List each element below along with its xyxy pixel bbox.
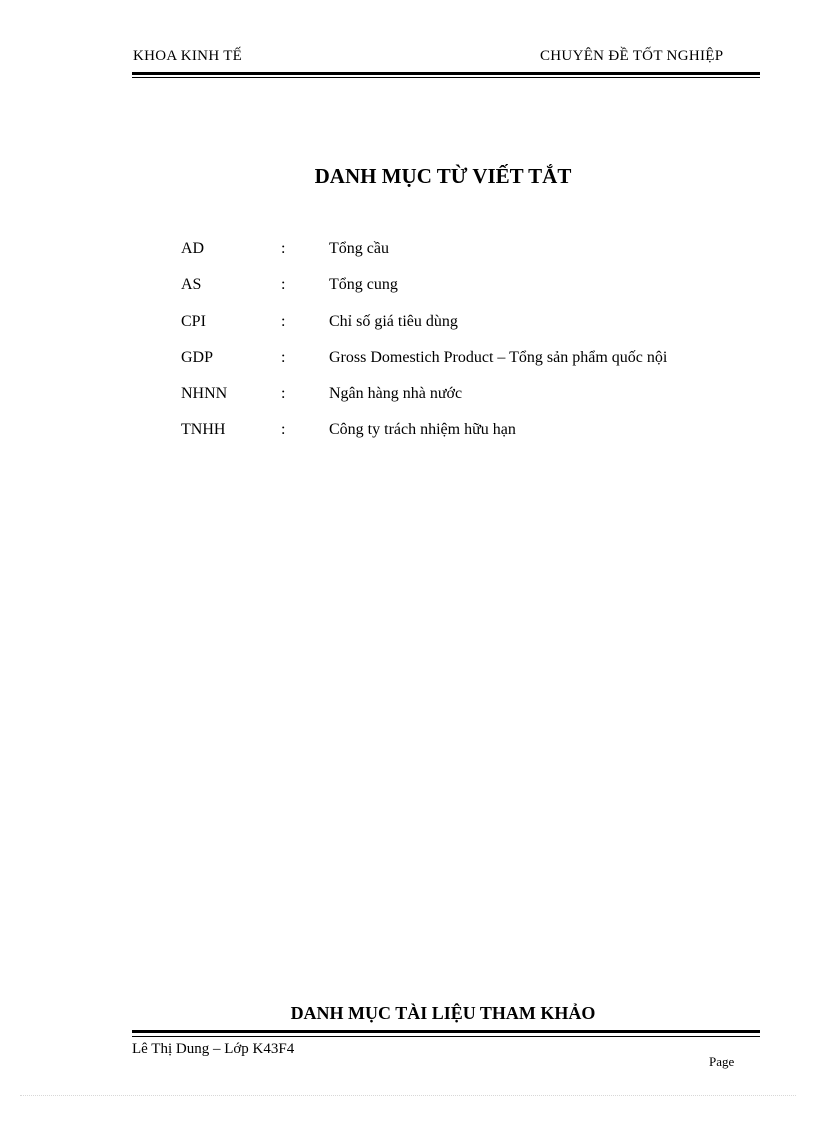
abbreviation-definition: Gross Domestich Product – Tổng sản phẩm quốc nội: [329, 348, 668, 366]
page-title: DANH MỤC TỪ VIẾT TẮT: [314, 164, 572, 188]
footer-page-label: Page: [709, 1054, 735, 1069]
abbreviation-term: NHNN: [181, 385, 228, 403]
abbreviation-definition: Ngân hàng nhà nước: [329, 385, 463, 403]
abbreviation-definition: Chỉ số giá tiêu dùng: [329, 312, 458, 330]
list-item: [181, 276, 741, 312]
references-heading: DANH MỤC TÀI LIỆU THAM KHẢO: [290, 1003, 596, 1023]
footer-rule-thin: [132, 1036, 760, 1037]
footer-rule-thick: [132, 1030, 760, 1033]
header-rule-thin: [132, 77, 760, 78]
list-item: [181, 313, 741, 349]
abbreviation-separator: :: [281, 312, 286, 330]
footer-author: Lê Thị Dung – Lớp K43F4: [132, 1041, 295, 1057]
list-item: [181, 349, 741, 385]
abbreviation-definition: Tổng cầu: [329, 240, 389, 257]
abbreviation-separator: :: [281, 421, 286, 439]
abbreviation-definition: Tổng cung: [329, 276, 398, 294]
list-item: [181, 421, 741, 457]
abbreviation-term: AS: [181, 276, 202, 294]
abbreviation-definition: Công ty trách nhiệm hữu hạn: [329, 421, 516, 439]
abbreviation-separator: :: [281, 385, 286, 403]
abbreviation-separator: :: [281, 348, 286, 366]
abbreviation-term: CPI: [181, 312, 206, 330]
list-item: [181, 385, 741, 421]
abbreviation-list: [181, 240, 741, 458]
header-faculty: KHOA KINH TẾ: [133, 48, 243, 64]
page-boundary-divider: [20, 1095, 796, 1096]
abbreviation-term: GDP: [181, 348, 214, 366]
list-item: [181, 240, 741, 276]
abbreviation-separator: :: [281, 276, 286, 294]
header-rule-thick: [132, 72, 760, 75]
abbreviation-separator: :: [281, 240, 286, 257]
abbreviation-term: AD: [181, 240, 205, 257]
abbreviation-term: TNHH: [181, 421, 226, 439]
header-thesis-type: CHUYÊN ĐỀ TỐT NGHIỆP: [540, 48, 724, 64]
